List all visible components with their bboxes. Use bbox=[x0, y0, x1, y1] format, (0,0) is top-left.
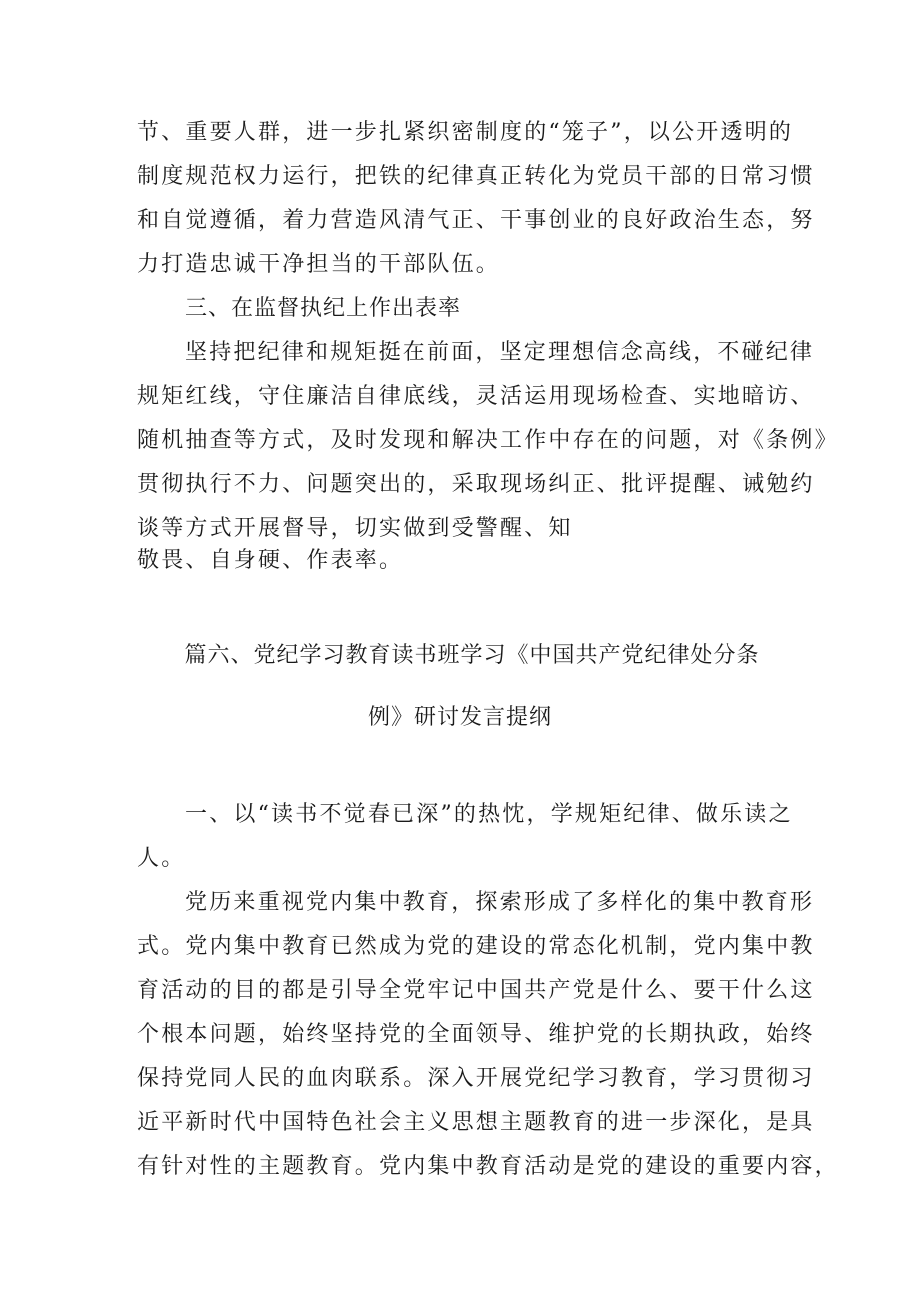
text-line: 敬畏、自身硬、作表率。 bbox=[137, 548, 404, 573]
section-heading: 三、在监督执纪上作出表率 bbox=[185, 296, 462, 321]
chapter-title-line: 例》研讨发言提纲 bbox=[367, 705, 552, 730]
text-line: 式。党内集中教育已然成为党的建设的常态化机制，党内集中教 bbox=[137, 934, 815, 959]
section-heading-line: 人。 bbox=[137, 846, 186, 871]
text-line: 谈等方式开展督导，切实做到受警醒、知 bbox=[137, 516, 573, 541]
text-line: 制度规范权力运行，把铁的纪律真正转化为党员干部的日常习惯 bbox=[137, 164, 815, 189]
text-line: 坚持把纪律和规矩挺在前面，坚定理想信念高线，不碰纪律 bbox=[185, 340, 815, 365]
text-line: 育活动的目的都是引导全党牢记中国共产党是什么、要干什么这 bbox=[137, 978, 815, 1003]
text-line: 个根本问题，始终坚持党的全面领导、维护党的长期执政，始终 bbox=[137, 1022, 815, 1047]
text-line: 党历来重视党内集中教育，探索形成了多样化的集中教育形 bbox=[185, 890, 815, 915]
text-line: 随机抽查等方式，及时发现和解决工作中存在的问题，对《条例》 bbox=[137, 428, 839, 453]
text-line: 保持党同人民的血肉联系。深入开展党纪学习教育，学习贯彻习 bbox=[137, 1066, 815, 1091]
text-line: 近平新时代中国特色社会主义思想主题教育的进一步深化，是具 bbox=[137, 1110, 815, 1135]
text-line: 节、重要人群，进一步扎紧织密制度的“笼子”，以公开透明的 bbox=[137, 120, 794, 145]
text-line: 和自觉遵循，着力营造风清气正、干事创业的良好政治生态，努 bbox=[137, 208, 815, 233]
text-line: 贯彻执行不力、问题突出的，采取现场纠正、批评提醒、诫勉约 bbox=[137, 472, 815, 497]
text-line: 力打造忠诚干净担当的干部队伍。 bbox=[137, 252, 501, 277]
section-heading-line: 一、以“读书不觉春已深”的热忱，学规矩纪律、做乐读之 bbox=[185, 802, 793, 827]
text-line: 有针对性的主题教育。党内集中教育活动是党的建设的重要内容， bbox=[137, 1154, 839, 1179]
text-line: 规矩红线，守住廉洁自律底线，灵活运用现场检查、实地暗访、 bbox=[137, 384, 815, 409]
chapter-title-line: 篇六、党纪学习教育读书班学习《中国共产党纪律处分条 bbox=[184, 643, 760, 668]
